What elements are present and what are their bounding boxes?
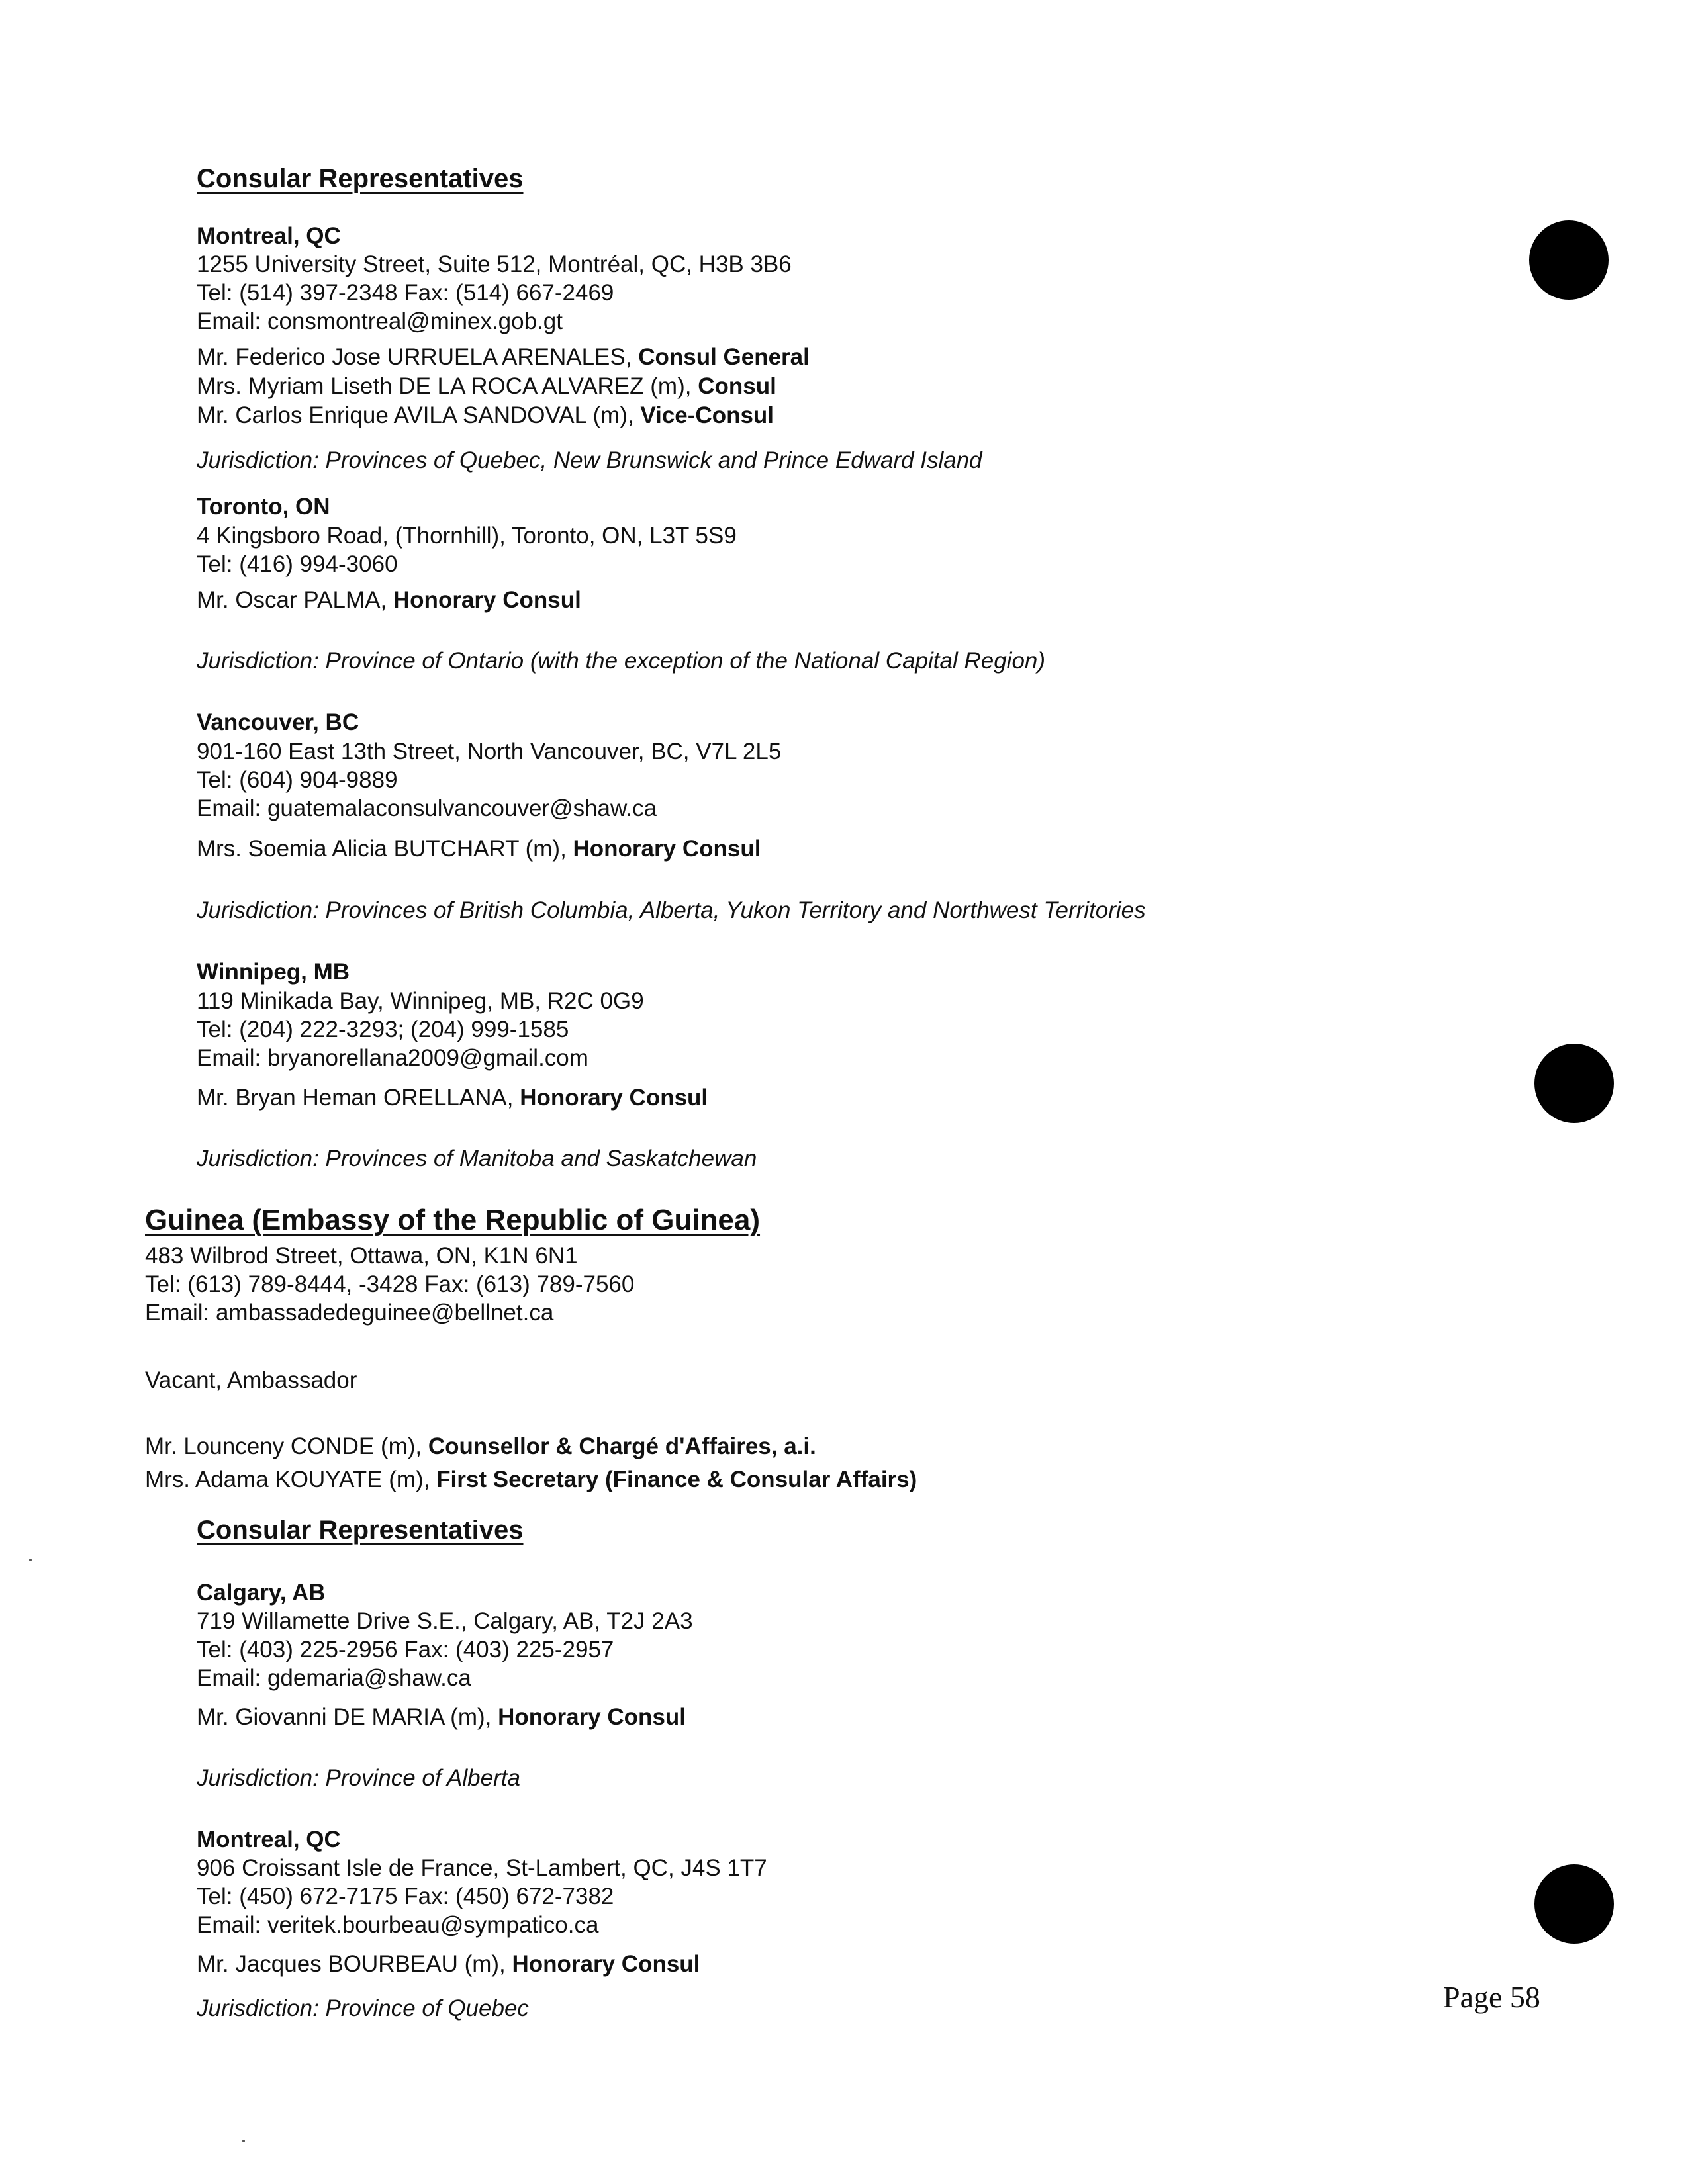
- staff-title: Counsellor & Chargé d'Affaires, a.i.: [428, 1433, 816, 1459]
- official-title: Consul: [698, 373, 776, 399]
- official-name: Mrs. Myriam Liseth DE LA ROCA ALVAREZ (m),: [197, 373, 698, 399]
- official: [197, 1703, 686, 1732]
- official-title: Honorary Consul: [498, 1704, 686, 1730]
- official: [197, 1083, 708, 1113]
- address: 119 Minikada Bay, Winnipeg, MB, R2C 0G9: [197, 988, 644, 1014]
- consular-heading: Consular Representatives: [197, 164, 524, 193]
- telephone: Tel: (204) 222-3293; (204) 999-1585: [197, 1017, 569, 1042]
- city-montreal: Montreal, QC: [197, 223, 341, 249]
- telephone: Tel: (604) 904-9889: [197, 767, 398, 793]
- telephone: Tel: (514) 397-2348 Fax: (514) 667-2469: [197, 280, 614, 306]
- address: 483 Wilbrod Street, Ottawa, ON, K1N 6N1: [145, 1243, 578, 1269]
- city-montreal: Montreal, QC: [197, 1827, 341, 1852]
- jurisdiction: Jurisdiction: Provinces of British Columbia, Alberta, Yukon Territory and Northwest Territories: [197, 897, 1146, 923]
- address: 1255 University Street, Suite 512, Montréal, QC, H3B 3B6: [197, 251, 792, 277]
- official-name: Mrs. Soemia Alicia BUTCHART (m),: [197, 836, 573, 862]
- official: [197, 586, 581, 615]
- jurisdiction: Jurisdiction: Provinces of Manitoba and Saskatchewan: [197, 1146, 757, 1171]
- official-name: Mr. Federico Jose URRUELA ARENALES,: [197, 344, 639, 370]
- official: [197, 1950, 700, 1979]
- staff-member: [145, 1465, 917, 1494]
- address: 901-160 East 13th Street, North Vancouver, BC, V7L 2L5: [197, 739, 782, 764]
- official-title: Honorary Consul: [573, 836, 761, 862]
- jurisdiction: Jurisdiction: Province of Ontario (with the exception of the National Capital Region): [197, 648, 1046, 674]
- official-title: Honorary Consul: [520, 1085, 708, 1111]
- official-name: Mr. Oscar PALMA,: [197, 587, 393, 613]
- official-title: Consul General: [638, 344, 810, 370]
- email: Email: guatemalaconsulvancouver@shaw.ca: [197, 796, 657, 821]
- official-name: Mr. Carlos Enrique AVILA SANDOVAL (m),: [197, 402, 641, 428]
- punch-hole-icon: [1534, 1864, 1614, 1944]
- official-name: Mr. Giovanni DE MARIA (m),: [197, 1704, 498, 1730]
- official: [197, 401, 774, 430]
- consular-heading: Consular Representatives: [197, 1516, 524, 1545]
- official-title: Honorary Consul: [393, 587, 581, 613]
- city-toronto: Toronto, ON: [197, 494, 330, 520]
- email: Email: veritek.bourbeau@sympatico.ca: [197, 1912, 599, 1938]
- official-name: Mr. Jacques BOURBEAU (m),: [197, 1951, 512, 1977]
- official: [197, 343, 810, 372]
- jurisdiction: Jurisdiction: Provinces of Quebec, New Brunswick and Prince Edward Island: [197, 447, 982, 473]
- staff-member: [145, 1432, 816, 1461]
- email: Email: consmontreal@minex.gob.gt: [197, 308, 563, 334]
- telephone: Tel: (613) 789-8444, -3428 Fax: (613) 789-7560: [145, 1271, 635, 1297]
- staff-name: Mr. Lounceny CONDE (m),: [145, 1433, 428, 1459]
- official-name: Mr. Bryan Heman ORELLANA,: [197, 1085, 520, 1111]
- jurisdiction: Jurisdiction: Province of Alberta: [197, 1765, 520, 1791]
- jurisdiction: Jurisdiction: Province of Quebec: [197, 1995, 529, 2021]
- city-vancouver: Vancouver, BC: [197, 709, 359, 735]
- city-winnipeg: Winnipeg, MB: [197, 959, 350, 985]
- email: Email: ambassadedeguinee@bellnet.ca: [145, 1300, 554, 1326]
- official: [197, 835, 761, 864]
- staff-title: First Secretary (Finance & Consular Affairs): [436, 1467, 917, 1492]
- telephone: Tel: (416) 994-3060: [197, 551, 398, 577]
- scan-speck: [242, 2140, 245, 2142]
- address: 906 Croissant Isle de France, St-Lambert, QC, J4S 1T7: [197, 1855, 767, 1881]
- official-title: Honorary Consul: [512, 1951, 700, 1977]
- page-number: Page 58: [1443, 1980, 1540, 2014]
- email: Email: gdemaria@shaw.ca: [197, 1665, 471, 1691]
- punch-hole-icon: [1529, 220, 1609, 300]
- official: [197, 372, 776, 401]
- telephone: Tel: (450) 672-7175 Fax: (450) 672-7382: [197, 1884, 614, 1909]
- address: 719 Willamette Drive S.E., Calgary, AB, T2J 2A3: [197, 1608, 693, 1634]
- staff-name: Mrs. Adama KOUYATE (m),: [145, 1467, 437, 1492]
- telephone: Tel: (403) 225-2956 Fax: (403) 225-2957: [197, 1637, 614, 1662]
- country-heading-guinea: Guinea (Embassy of the Republic of Guinea): [145, 1204, 761, 1236]
- city-calgary: Calgary, AB: [197, 1580, 326, 1606]
- punch-hole-icon: [1534, 1044, 1614, 1123]
- email: Email: bryanorellana2009@gmail.com: [197, 1045, 588, 1071]
- scan-speck: [29, 1559, 32, 1561]
- ambassador: Vacant, Ambassador: [145, 1367, 357, 1393]
- official-title: Vice-Consul: [640, 402, 774, 428]
- address: 4 Kingsboro Road, (Thornhill), Toronto, ON, L3T 5S9: [197, 523, 737, 549]
